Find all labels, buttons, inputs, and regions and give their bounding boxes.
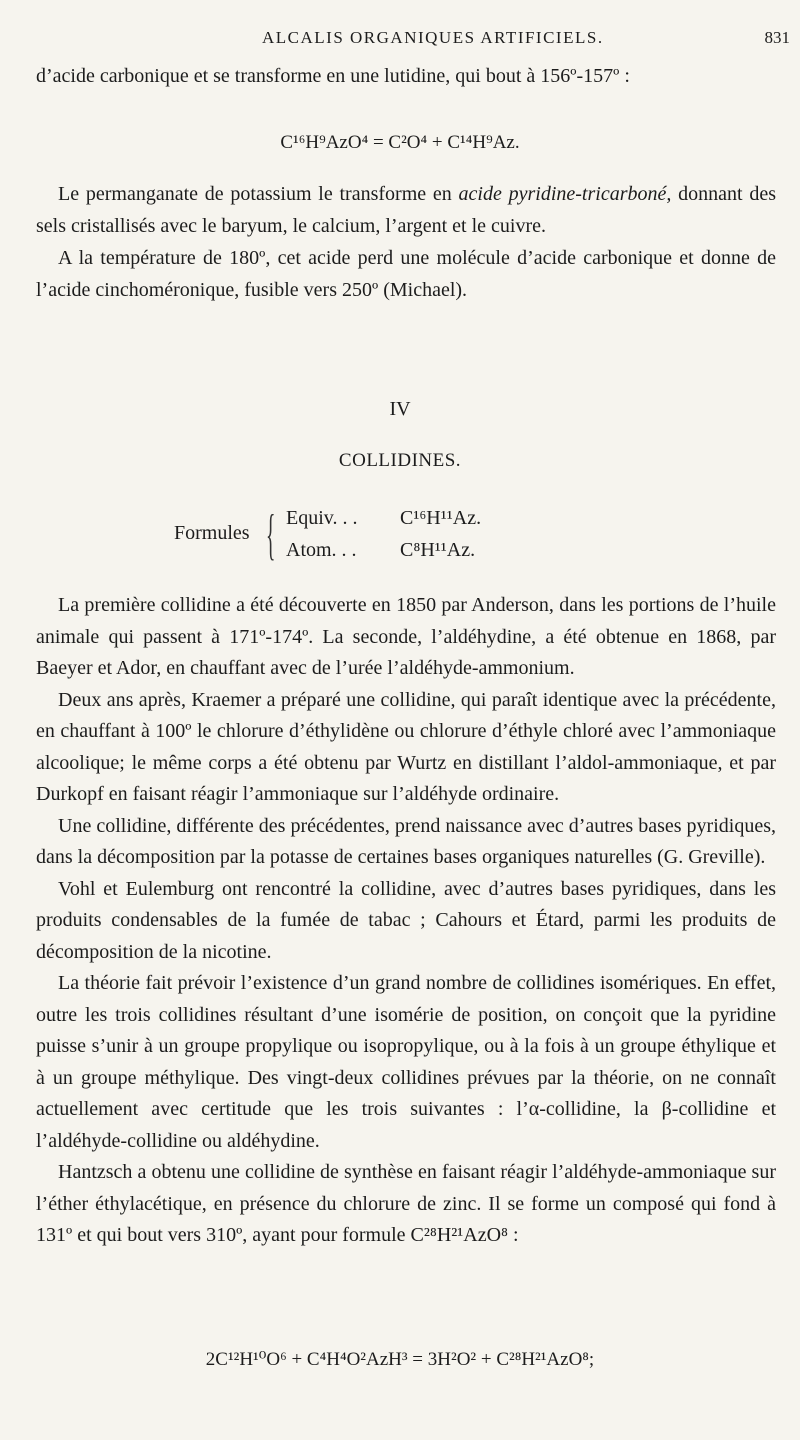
- permanganate-paragraph: [36, 178, 776, 242]
- permanganate-paragraph-block: [36, 178, 776, 306]
- continued-paragraph: d’acide carbonique et se transforme en une lutidine, qui bout à 156º-157º :: [36, 65, 630, 87]
- paragraph-discovery: La première collidine a été découverte en 1850 par Anderson, dans les portions de l’huile animale qui passent à 171º-174º. La seconde, l’aldéhydine, a été obtenue en 1868, par Baeyer et Ador, en chauffant avec de l’urée l’aldéhyde-ammonium.: [36, 594, 776, 679]
- formula-atom-row: [286, 539, 475, 562]
- equiv-formula: C¹⁶H¹¹Az.: [400, 507, 482, 529]
- decomposition-formula: C¹⁶H⁹AzO⁴ = C²O⁴ + C¹⁴H⁹Az.: [280, 132, 520, 153]
- formulas-block: [174, 505, 534, 575]
- intro-line: [36, 60, 776, 92]
- formulas-label: Formules: [174, 522, 250, 544]
- paragraph-kraemer: Deux ans après, Kraemer a préparé une collidine, qui paraît identique avec la précédente, en chauffant à 100º le chlorure d’éthylidène ou chlorure d’éthyle chloré avec l’ammoniaque alcoolique; le même corps a été obtenu par Wurtz en distillant l’aldol-ammoniaque, et par Durkopf en faisant réagir l’ammoniaque sur l’aldéhyde ordinaire.: [36, 688, 776, 805]
- paragraph-tabac: Vohl et Eulemburg ont rencontré la collidine, avec d’autres bases pyridiques, dans les produits condensables de la fumée de tabac ; Cahours et Étard, parmi les produits de décomposition de la nicotine.: [36, 877, 776, 963]
- acid-name-italic: acide pyridine-tricarboné,: [458, 183, 672, 205]
- synthesis-formula: 2C¹²H¹⁰O⁶ + C⁴H⁴O²AzH³ = 3H²O² + C²⁸H²¹AzO⁸;: [205, 1349, 595, 1370]
- brace-symbol: {: [266, 504, 276, 566]
- equiv-label: Equiv. . .: [286, 507, 358, 529]
- atom-formula: C⁸H¹¹Az.: [400, 539, 476, 561]
- section-heading: COLLIDINES.: [338, 450, 462, 471]
- running-header: [0, 28, 800, 52]
- paragraph-greville: Une collidine, différente des précédentes, prend naissance avec d’autres bases pyridiques, dans la décomposition par la potasse de certaines bases organiques naturelles (G. Greville).: [36, 814, 776, 868]
- body-text: [36, 590, 776, 1252]
- atom-label: Atom. . .: [286, 539, 357, 561]
- permanganate-text-end: donnant des sels cristallisés avec le baryum, le calcium, l’argent et le cuivre.: [36, 183, 776, 237]
- permanganate-text-start: Le permanganate de potassium le transforme en: [58, 183, 459, 205]
- formula-equiv-row: [286, 507, 481, 530]
- paragraph-hantzsch: Hantzsch a obtenu une collidine de synthèse en faisant réagir l’aldéhyde-ammoniaque sur l’éther éthylacétique, en présence du chlorure de zinc. Il se forme un composé qui fond à 131º et qui bout vers 310º, ayant pour formule C²⁸H²¹AzO⁸ :: [36, 1161, 776, 1246]
- temperature-paragraph: A la température de 180º, cet acide perd une molécule d’acide carbonique et donne de l’acide cinchoméronique, fusible vers 250º (Michael).: [36, 247, 776, 301]
- paragraph-theorie: La théorie fait prévoir l’existence d’un grand nombre de collidines isomériques. En effet, outre les trois collidines résultant d’une isomérie de position, on conçoit que la pyridine puisse s’unir à un groupe propylique ou isopropylique, ou à la fois à un groupe éthylique et à un groupe méthylique. Des vingt-deux collidines prévues par la théorie, on ne connaît actuellement avec certitude que les trois suivantes : l’α-collidine, la β-collidine et l’aldéhyde-collidine ou aldéhydine.: [36, 972, 776, 1152]
- page-number: 831: [764, 28, 790, 47]
- section-numeral: IV: [389, 398, 411, 420]
- running-title: ALCALIS ORGANIQUES ARTIFICIELS.: [262, 28, 604, 47]
